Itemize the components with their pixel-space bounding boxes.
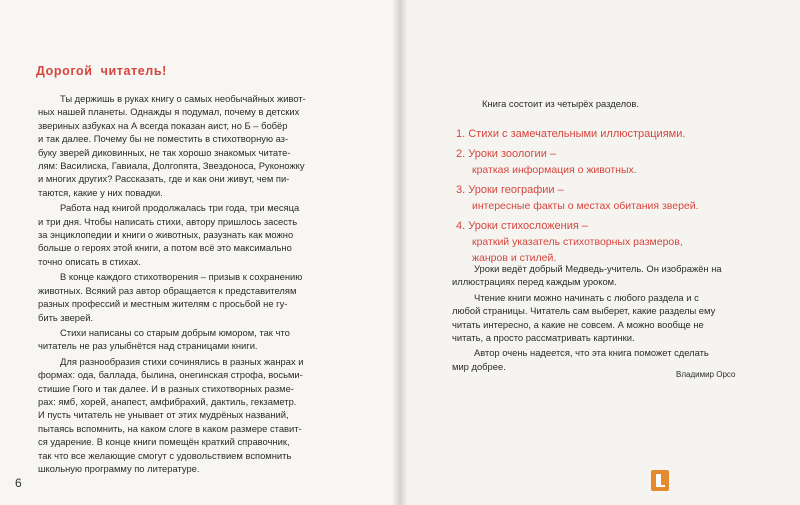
- text-line: стишие Гюго и так далее. И в разных стихотворных разме-: [38, 382, 294, 394]
- text-line: за энциклопедии и книги о животных, разузнать как можно: [38, 229, 294, 241]
- text-line: жанров и стилей.: [472, 252, 557, 264]
- text-line: формах: ода, баллада, былина, онегинская строфа, восьми-: [38, 369, 303, 381]
- paragraph: [38, 92, 324, 199]
- text-line: бить зверей.: [38, 311, 94, 323]
- text-line: Работа над книгой продолжалась три года, три месяца: [60, 202, 300, 214]
- text-line: читать, а просто рассматривать картинки.: [452, 332, 635, 344]
- paragraph: [452, 262, 752, 289]
- text-line: Для разнообразия стихи сочинялись в разных жанрах и: [60, 355, 304, 367]
- text-line: лям: Василиска, Гавиала, Долгопята, Звездоноса, Руконожку: [38, 160, 305, 172]
- text-line: и так далее. Почему бы не поместить в стихотворную аз-: [38, 133, 289, 145]
- section-title: 2. Уроки зоологии –: [456, 148, 557, 160]
- left-body-text: [38, 92, 324, 477]
- text-line: Автор очень надеется, что эта книга поможет сделать: [474, 347, 709, 359]
- section-subtitle: интересные факты о местах обитания зверей.: [472, 200, 699, 212]
- section-item: [456, 218, 756, 266]
- text-line: школьную программу по литературе.: [38, 462, 200, 474]
- text-line: И пусть читатель не унывает от этих мудрёных названий,: [38, 409, 289, 421]
- paragraph: [38, 201, 324, 268]
- paragraph: [452, 291, 752, 345]
- section-subtitle: краткая информация о животных.: [472, 164, 637, 176]
- text-line: Уроки ведёт добрый Медведь-учитель. Он изображён на: [474, 263, 722, 274]
- section-title: 4. Уроки стихосложения –: [456, 220, 589, 232]
- text-line: точно описать в стихах.: [38, 255, 141, 267]
- text-line: буку зверей диковинных, не так хорошо знакомых читате-: [38, 146, 291, 158]
- right-body-text: [452, 262, 752, 375]
- book-gutter: [392, 0, 408, 505]
- page-heading: Дорогой читатель!: [36, 64, 167, 78]
- text-line: краткий указатель стихотворных размеров,: [472, 236, 683, 248]
- text-line: мир добрее.: [452, 360, 506, 372]
- text-line: Стихи написаны со старым добрым юмором, так что: [60, 326, 290, 338]
- sections-intro: Книга состоит из четырёх разделов.: [482, 98, 639, 109]
- text-line: рах: ямб, хорей, анапест, амфибрахий, дактиль, гекзаметр.: [38, 395, 297, 407]
- author-signature: Владимир Орсо: [676, 370, 736, 379]
- section-title: 3. Уроки географии –: [456, 184, 564, 196]
- text-line: любой страницы. Читатель сам выберет, какие разделы ему: [452, 305, 716, 317]
- text-line: пытаясь вспомнить, на каком слоге в каком размере ставит-: [38, 422, 302, 434]
- text-line: Ты держишь в руках книгу о самых необычайных живот-: [60, 93, 306, 104]
- text-line: животных. Всякий раз автор обращается к представителям: [38, 284, 297, 296]
- text-line: таются, какие у них повадки.: [38, 186, 163, 198]
- text-line: иллюстрациях перед каждым уроком.: [452, 276, 617, 288]
- text-line: больше о героях этой книги, а потом всё это максимально: [38, 242, 292, 254]
- text-line: и три дня. Чтобы написать стихи, автору пришлось засесть: [38, 215, 298, 227]
- section-title: 1. Стихи с замечательными иллюстрациями.: [456, 128, 686, 140]
- paragraph: [38, 270, 324, 324]
- text-line: разных профессий и местным жителям с просьбой не гу-: [38, 298, 288, 310]
- text-line: звериных азбуках на А всегда показан аист, но Б – бобёр: [38, 119, 288, 131]
- labirint-logo-icon: [651, 470, 669, 491]
- text-line: и многих других? Рассказать, где и как они живут, чем пи-: [38, 173, 290, 185]
- section-item: [456, 126, 756, 142]
- paragraph: [38, 355, 324, 476]
- text-line: читатель не раз улыбнётся над страницами книги.: [38, 340, 258, 352]
- section-item: [456, 146, 756, 178]
- text-line: ных нашей планеты. Однажды я подумал, почему в детских: [38, 106, 300, 118]
- page-number: 6: [15, 476, 22, 490]
- text-line: ся ударение. В конце книги помещён краткий справочник,: [38, 436, 290, 448]
- text-line: Чтение книги можно начинать с любого раздела и с: [474, 291, 699, 303]
- section-item: [456, 182, 756, 214]
- text-line: так что все желающие смогут с удовольствием вспомнить: [38, 449, 292, 461]
- left-page: [0, 0, 398, 505]
- text-line: В конце каждого стихотворения – призыв к сохранению: [60, 271, 303, 283]
- text-line: читать интересно, а какие не совсем. А можно вообще не: [452, 318, 704, 330]
- paragraph: [38, 326, 324, 353]
- sections-list: [456, 126, 756, 270]
